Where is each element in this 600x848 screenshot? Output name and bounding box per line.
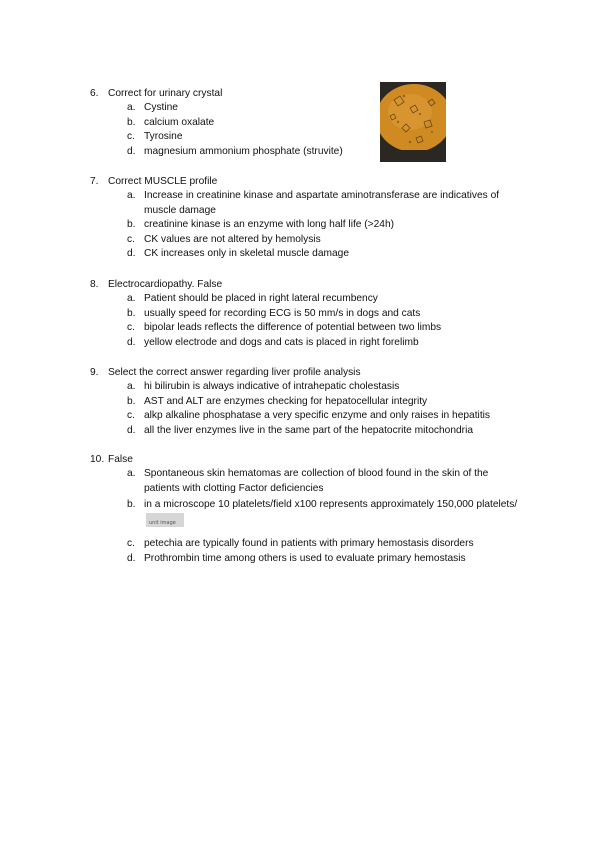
micrograph-image	[380, 82, 446, 162]
option	[90, 130, 530, 145]
option	[90, 218, 530, 233]
option-text: AST and ALT are enzymes checking for hepatocellular integrity	[144, 395, 428, 407]
option	[90, 409, 530, 424]
option-text: magnesium ammonium phosphate (struvite)	[144, 145, 343, 157]
question-text: Correct MUSCLE profile	[108, 176, 218, 187]
option	[90, 321, 530, 336]
option	[90, 336, 530, 351]
question-number: 7.	[90, 176, 99, 187]
option-text: alkp alkaline phosphatase a very specific enzyme and only raises in hepatitis	[144, 410, 491, 422]
option-letter: d.	[127, 145, 136, 157]
option-letter: d.	[127, 424, 136, 436]
option-text: bipolar leads reflects the difference of potential between two limbs	[144, 322, 442, 334]
option-text-content: in a microscope 10 platelets/field x100 represents approximately 150,000 platelets/	[144, 499, 518, 511]
option	[90, 395, 530, 410]
option-text: Tyrosine	[144, 131, 183, 143]
option-letter: b.	[127, 395, 136, 407]
question-6	[90, 87, 530, 159]
question-10	[90, 453, 530, 566]
option	[90, 537, 530, 552]
option	[90, 233, 530, 248]
option-letter: b.	[127, 307, 136, 319]
option-text	[144, 496, 524, 537]
option	[90, 247, 530, 262]
option	[90, 380, 530, 395]
option-letter: b.	[127, 499, 136, 511]
question-header	[90, 278, 530, 292]
option-letter: a.	[127, 102, 136, 113]
option-text: Spontaneous skin hematomas are collection of blood found in the skin of the patients with clotting Factor deficiencies	[144, 468, 489, 494]
question-header	[90, 366, 530, 380]
option-text: calcium oxalate	[144, 116, 215, 128]
question-7	[90, 175, 530, 262]
option	[90, 467, 530, 496]
option	[90, 101, 530, 116]
option-text: petechia are typically found in patients with primary hemostasis disorders	[144, 538, 474, 550]
option-text: CK increases only in skeletal muscle damage	[144, 248, 349, 260]
option-text: usually speed for recording ECG is 50 mm/s in dogs and cats	[144, 307, 421, 319]
option-letter: c.	[127, 233, 135, 245]
option-letter: c.	[127, 322, 135, 334]
question-header	[90, 175, 530, 189]
option-letter: b.	[127, 116, 136, 128]
unit-image-label: unit image	[149, 520, 176, 527]
question-header	[90, 453, 530, 467]
option-text: Cystine	[144, 102, 178, 113]
option-text: CK values are not altered by hemolysis	[144, 233, 321, 245]
question-text: Correct for urinary crystal	[108, 88, 223, 99]
option-text: all the liver enzymes live in the same part of the hepatocrite mitochondria	[144, 424, 473, 436]
option-text: hi bilirubin is always indicative of intrahepatic cholestasis	[144, 381, 400, 392]
question-number: 10.	[90, 454, 105, 465]
option	[90, 424, 530, 439]
option-letter: c.	[127, 410, 135, 422]
question-8	[90, 278, 530, 350]
question-number: 9.	[90, 367, 99, 378]
option-letter: a.	[127, 468, 136, 479]
question-9	[90, 366, 530, 438]
option-text: Increase in creatinine kinase and aspartate aminotransferase are indicatives of muscle damage	[144, 190, 500, 216]
option	[90, 496, 530, 537]
unit-image-icon	[146, 513, 184, 527]
option	[90, 307, 530, 322]
question-number: 8.	[90, 279, 99, 290]
option	[90, 552, 530, 567]
option-letter: b.	[127, 219, 136, 231]
question-header	[90, 87, 530, 101]
option-letter: a.	[127, 381, 136, 392]
option-text: creatinine kinase is an enzyme with long half life (>24h)	[144, 219, 395, 231]
option-letter: a.	[127, 190, 136, 201]
option-text: yellow electrode and dogs and cats is placed in right forelimb	[144, 336, 419, 348]
option-text: Prothrombin time among others is used to evaluate primary hemostasis	[144, 552, 466, 564]
option	[90, 145, 530, 160]
option	[90, 292, 530, 307]
option-letter: d.	[127, 552, 136, 564]
option-letter: d.	[127, 248, 136, 260]
option-letter: a.	[127, 293, 136, 304]
option-text: Patient should be placed in right lateral recumbency	[144, 293, 378, 304]
urinary-crystal-micrograph	[380, 82, 446, 162]
question-text: Electrocardiopathy. False	[108, 279, 223, 290]
question-text: False	[108, 454, 133, 465]
question-number: 6.	[90, 88, 99, 99]
option	[90, 116, 530, 131]
option-letter: c.	[127, 538, 135, 550]
option-letter: d.	[127, 336, 136, 348]
option-letter: c.	[127, 131, 135, 143]
question-text: Select the correct answer regarding liver profile analysis	[108, 367, 361, 378]
option	[90, 189, 530, 218]
